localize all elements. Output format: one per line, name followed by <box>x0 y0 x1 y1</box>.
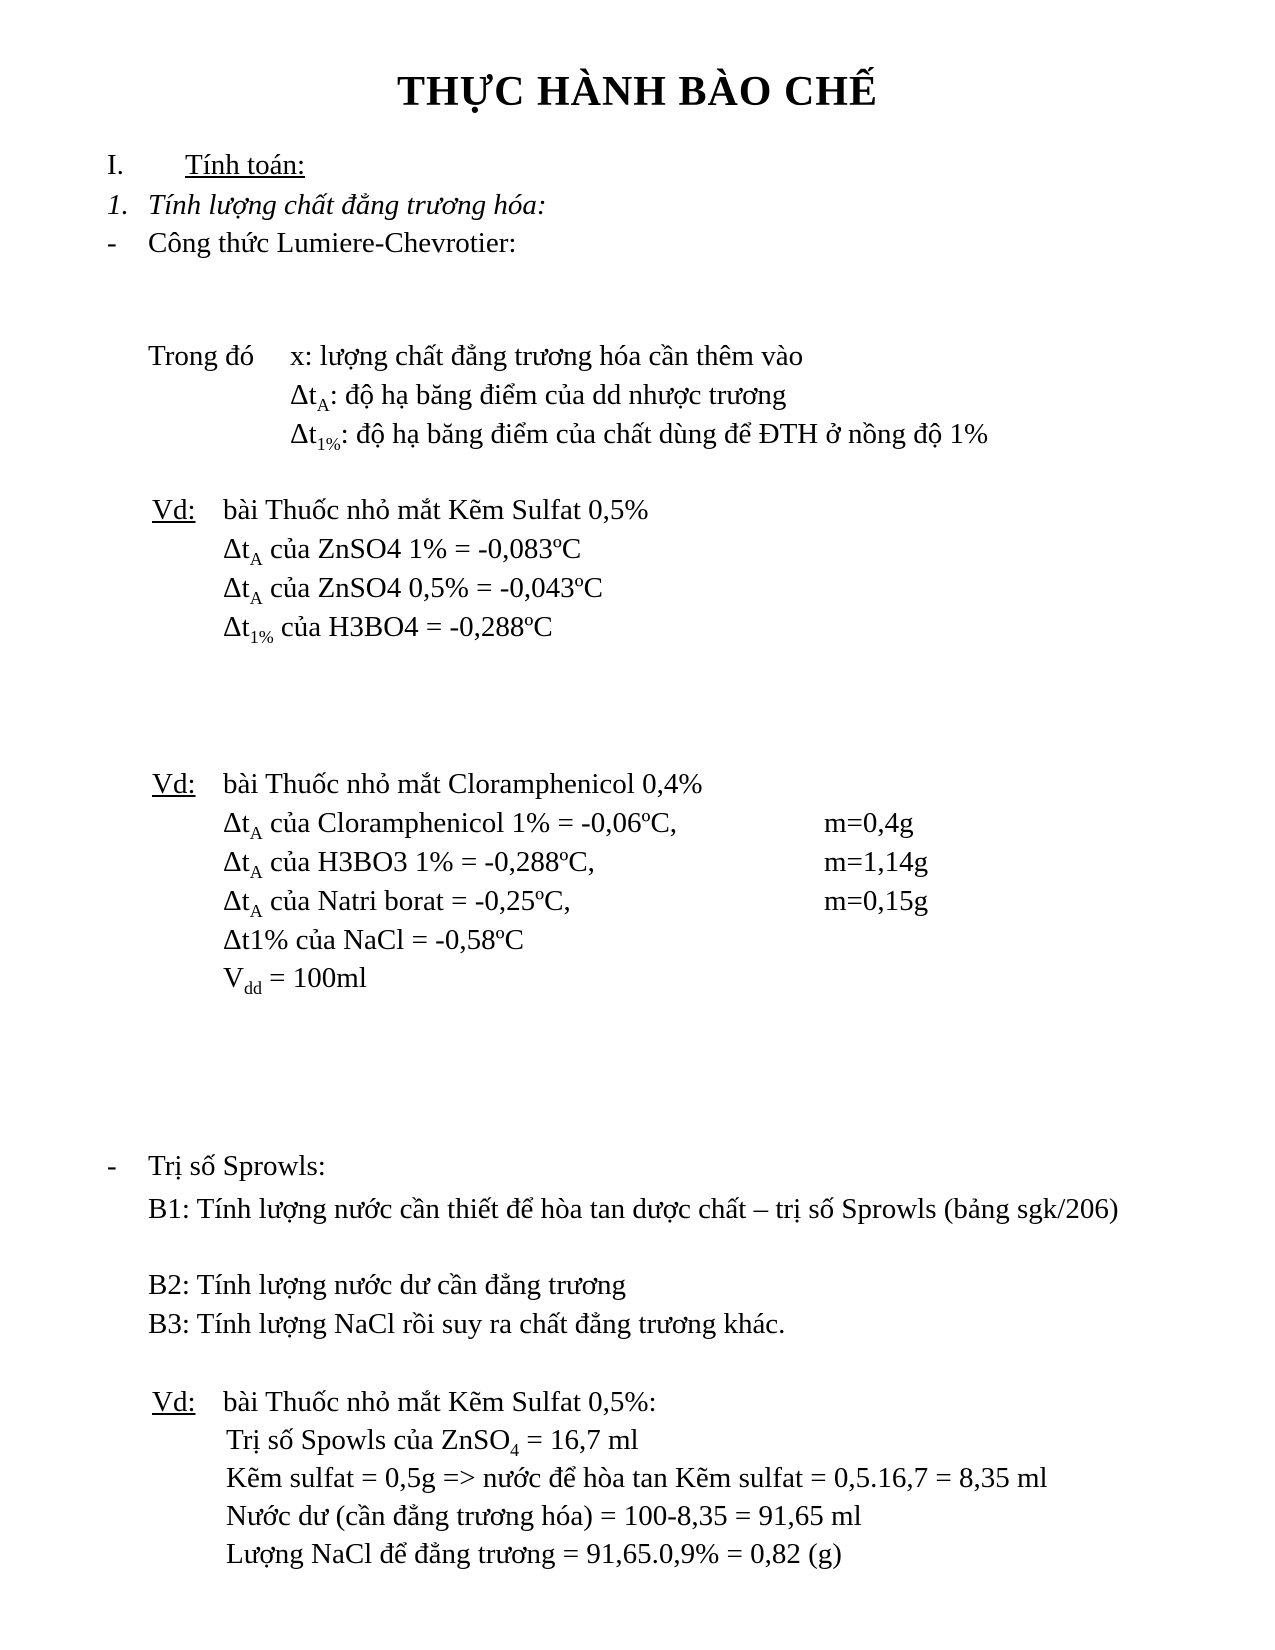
example2-line2-mass: m=0,15g <box>824 885 929 917</box>
legend-dt1-sub: 1% <box>316 433 341 454</box>
example2-line0-mass: m=0,4g <box>824 807 914 839</box>
legend-intro: Trong đó <box>148 340 255 372</box>
sprowls-step2: B2: Tính lượng nước dư cần đẳng trương <box>148 1269 627 1301</box>
example3-title-row <box>152 1386 657 1419</box>
example3-line: Nước dư (cần đẳng trương hóa) = 100-8,35 = 91,65 ml <box>226 1500 862 1532</box>
example1-label: Vd: <box>152 494 196 526</box>
example3-label: Vd: <box>152 1386 196 1418</box>
legend-dt1-rest: : độ hạ băng điểm của chất dùng để ĐTH ở nồng độ 1% <box>340 418 989 450</box>
example2-line <box>223 885 929 921</box>
legend-dta-rest: : độ hạ băng điểm của dd nhược trương <box>329 379 787 411</box>
example2-line4-pre: V <box>223 962 244 994</box>
sprowls-step3: B3: Tính lượng NaCl rồi suy ra chất đẳng trương khác. <box>148 1308 786 1340</box>
legend-dta-sub: A <box>316 394 330 415</box>
example1-line <box>223 533 582 569</box>
example2-label-box <box>152 768 223 801</box>
subsection-number: 1. <box>107 189 129 221</box>
example2-line3-pre: Δt1% của NaCl = -0,58ºC <box>223 924 524 956</box>
example1-line0-pre: Δt <box>223 533 250 565</box>
example3-line0-pre: Trị số Spowls của ZnSO <box>226 1424 511 1456</box>
example1-title: bài Thuốc nhỏ mắt Kẽm Sulfat 0,5% <box>223 494 649 526</box>
example1-line0-rest: của ZnSO4 1% = -0,083ºC <box>262 533 582 565</box>
example2-line0-rest: của Cloramphenicol 1% = -0,06ºC, <box>262 807 678 839</box>
example2-title-row <box>152 768 702 801</box>
example2-line1-sub: A <box>249 861 263 882</box>
example2-line <box>223 924 524 957</box>
example1-line1-rest: của ZnSO4 0,5% = -0,043ºC <box>262 572 603 604</box>
example2-line0-sub: A <box>249 822 263 843</box>
example3-label-box <box>152 1386 223 1419</box>
example2-line4-rest: = 100ml <box>261 962 367 994</box>
example2-line1-left <box>223 846 824 882</box>
sprowls-heading-row <box>107 1150 326 1183</box>
bullet-dash: - <box>107 227 117 259</box>
example3-line: Kẽm sulfat = 0,5g => nước để hòa tan Kẽm sulfat = 0,5.16,7 = 8,35 ml <box>226 1462 1048 1494</box>
example2-line4-sub: dd <box>243 977 262 998</box>
example3-line <box>226 1424 639 1460</box>
example2-line0-left <box>223 807 824 843</box>
formula-intro-row <box>107 227 516 260</box>
formula-placeholder <box>223 650 723 760</box>
example1-line2-rest: của H3BO4 = -0,288ºC <box>273 611 553 643</box>
example1-line1-pre: Δt <box>223 572 250 604</box>
sprowls-step1: B1: Tính lượng nước cần thiết để hòa tan dược chất – trị số Sprowls (bảng sgk/206) <box>148 1193 1119 1225</box>
legend-dt1-pre: Δt <box>290 418 317 450</box>
section-heading: Tính toán: <box>185 149 306 181</box>
example2-line <box>223 846 929 882</box>
example2-line1-pre: Δt <box>223 846 250 878</box>
example2-line2-sub: A <box>249 900 263 921</box>
example2-line0-pre: Δt <box>223 807 250 839</box>
legend-row-dt1 <box>290 418 989 454</box>
example1-line2-pre: Δt <box>223 611 250 643</box>
example3-line0-sub: 4 <box>510 1439 520 1460</box>
example1-label-box <box>152 494 223 527</box>
example2-line2-rest: của Natri borat = -0,25ºC, <box>262 885 571 917</box>
example2-line <box>223 807 914 843</box>
example1-title-row <box>152 494 649 527</box>
example1-line0-sub: A <box>249 548 263 569</box>
example1-line <box>223 572 603 608</box>
example2-line <box>223 962 367 998</box>
section-heading-row <box>107 149 305 182</box>
formula-placeholder <box>223 1000 723 1140</box>
example1-line1-sub: A <box>249 587 263 608</box>
sprowls-heading: Trị số Sprowls: <box>148 1150 326 1182</box>
example2-line1-rest: của H3BO3 1% = -0,288ºC, <box>262 846 595 878</box>
legend-dta-pre: Δt <box>290 379 317 411</box>
formula-label: Công thức Lumiere-Chevrotier: <box>148 227 517 259</box>
example3-line0-rest: = 16,7 ml <box>519 1424 639 1456</box>
example2-line1-mass: m=1,14g <box>824 846 929 878</box>
formula-placeholder <box>148 262 648 337</box>
subsection-heading-row <box>107 189 547 222</box>
legend-row-dta <box>290 379 787 415</box>
example1-line <box>223 611 553 647</box>
example1-line2-sub: 1% <box>249 626 274 647</box>
legend-x-line: x: lượng chất đẳng trương hóa cần thêm vào <box>290 340 804 372</box>
example3-title: bài Thuốc nhỏ mắt Kẽm Sulfat 0,5%: <box>223 1386 657 1418</box>
example2-line2-left <box>223 885 824 921</box>
section-numeral: I. <box>107 149 124 181</box>
page-title: THỰC HÀNH BÀO CHẾ <box>397 69 878 115</box>
example2-label: Vd: <box>152 768 196 800</box>
legend-row-x <box>148 340 803 373</box>
sprowls-dash: - <box>107 1150 117 1182</box>
example3-line: Lượng NaCl để đẳng trương = 91,65.0,9% = 0,82 (g) <box>226 1538 842 1570</box>
example2-line2-pre: Δt <box>223 885 250 917</box>
subsection-heading: Tính lượng chất đẳng trương hóa: <box>148 189 547 221</box>
example2-title: bài Thuốc nhỏ mắt Cloramphenicol 0,4% <box>223 768 703 800</box>
